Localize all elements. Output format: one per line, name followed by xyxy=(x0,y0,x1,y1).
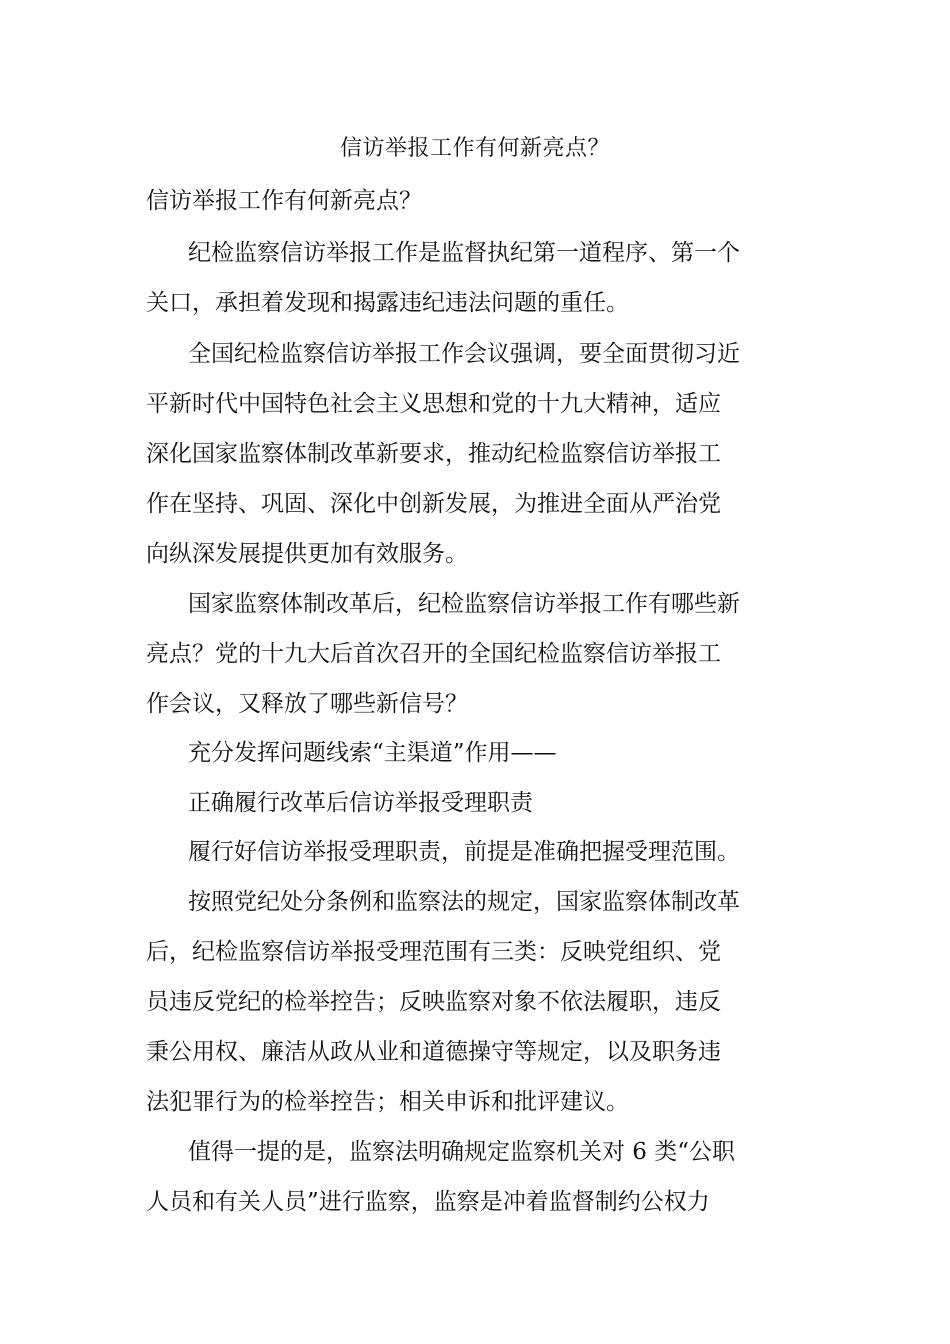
body-line: 后，纪检监察信访举报受理范围有三类：反映党组织、党 xyxy=(146,939,721,965)
body-line: 值得一提的是，监察法明确规定监察机关对 6 类“公职 xyxy=(188,1139,736,1165)
body-line: 员违反党纪的检举控告；反映监察对象不依法履职，违反 xyxy=(146,989,721,1015)
body-line: 秉公用权、廉洁从政从业和道德操守等规定，以及职务违 xyxy=(146,1039,721,1065)
body-line: 平新时代中国特色社会主义思想和党的十九大精神，适应 xyxy=(146,391,721,417)
body-line: 亮点？党的十九大后首次召开的全国纪检监察信访举报工 xyxy=(146,641,721,667)
body-line: 履行好信访举报受理职责，前提是准确把握受理范围。 xyxy=(188,839,740,865)
body-line-heading: 信访举报工作有何新亮点？ xyxy=(146,188,422,214)
body-line: 作在坚持、巩固、深化中创新发展，为推进全面从严治党 xyxy=(146,491,721,517)
section-heading-line: 充分发挥问题线索“主渠道”作用—— xyxy=(188,740,557,766)
body-line: 向纵深发展提供更加有效服务。 xyxy=(146,541,468,567)
body-line: 深化国家监察体制改革新要求，推动纪检监察信访举报工 xyxy=(146,441,721,467)
body-line: 纪检监察信访举报工作是监督执纪第一道程序、第一个 xyxy=(188,240,740,266)
body-line: 全国纪检监察信访举报工作会议强调，要全面贯彻习近 xyxy=(188,341,740,367)
document-title: 信访举报工作有何新亮点？ xyxy=(339,136,610,161)
body-line: 按照党纪处分条例和监察法的规定，国家监察体制改革 xyxy=(188,889,740,915)
body-line: 作会议，又释放了哪些新信号？ xyxy=(146,691,468,717)
body-line: 关口，承担着发现和揭露违纪违法问题的重任。 xyxy=(146,290,629,316)
section-heading-line: 正确履行改革后信访举报受理职责 xyxy=(188,790,533,816)
body-line: 法犯罪行为的检举控告；相关申诉和批评建议。 xyxy=(146,1089,629,1115)
body-line: 国家监察体制改革后，纪检监察信访举报工作有哪些新 xyxy=(188,591,740,617)
body-line: 人员和有关人员”进行监察，监察是冲着监督制约公权力 xyxy=(146,1189,710,1215)
